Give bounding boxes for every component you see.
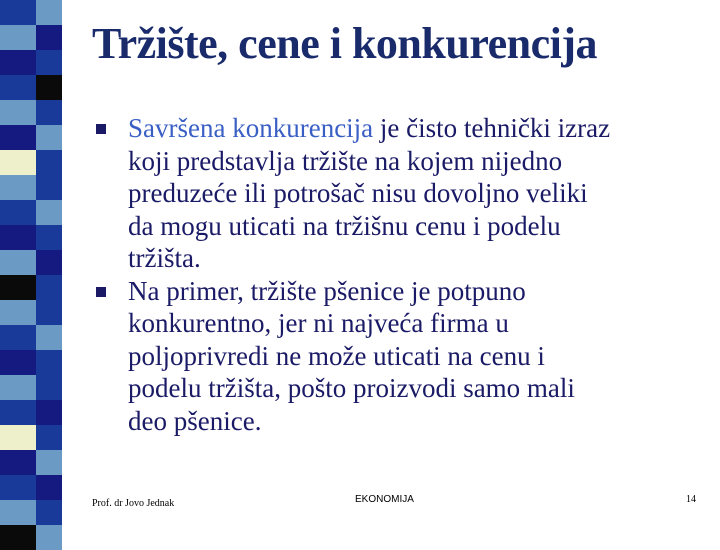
stripe-block: [0, 25, 36, 50]
square-bullet-icon: [96, 124, 106, 134]
stripe-block: [36, 300, 62, 325]
decorative-stripe: [0, 0, 73, 540]
footer-author: Prof. dr Jovo Jednak: [92, 498, 175, 509]
stripe-block: [0, 275, 36, 300]
square-bullet-icon: [96, 287, 106, 297]
stripe-block: [36, 275, 62, 300]
stripe-block: [0, 400, 36, 425]
stripe-block: [36, 225, 62, 250]
stripe-block: [36, 50, 62, 75]
stripe-block: [36, 325, 62, 350]
stripe-block: [0, 75, 36, 100]
stripe-block: [36, 125, 62, 150]
bullet-line: je čisto tehnički izraz: [373, 113, 611, 143]
stripe-block: [36, 400, 62, 425]
bullet-highlight: Savršena konkurencija: [128, 113, 374, 143]
stripe-block: [0, 325, 36, 350]
stripe-block: [36, 175, 62, 200]
bullet-line: konkurentno, jer ni najveća firma u: [128, 308, 509, 338]
stripe-block: [0, 450, 36, 475]
stripe-block: [36, 525, 62, 550]
bullet-line: poljoprivredi ne može uticati na cenu i: [128, 340, 545, 371]
stripe-block: [36, 375, 62, 400]
stripe-block: [0, 425, 36, 450]
stripe-block: [0, 100, 36, 125]
stripe-block: [36, 200, 62, 225]
stripe-block: [0, 175, 36, 200]
stripe-block: [36, 500, 62, 525]
bullet-line: preduzeće ili potrošač nisu dovoljno veliki: [128, 178, 588, 208]
stripe-block: [0, 200, 36, 225]
bullet-line: deo pšenice.: [128, 405, 262, 436]
stripe-block: [36, 150, 62, 175]
stripe-block: [36, 475, 62, 500]
stripe-block: [0, 375, 36, 400]
bullet-list: [92, 112, 692, 437]
stripe-block: [0, 50, 36, 75]
stripe-block: [0, 125, 36, 150]
slide-title: Tržište, cene i konkurencija: [92, 19, 597, 68]
stripe-block: [36, 350, 62, 375]
stripe-block: [0, 300, 36, 325]
bullet-line: tržišta.: [128, 243, 201, 273]
stripe-block: [0, 150, 36, 175]
stripe-block: [36, 450, 62, 475]
stripe-block: [0, 225, 36, 250]
bullet-line: da mogu uticati na tržišnu cenu i podelu: [128, 210, 561, 241]
stripe-block: [36, 250, 62, 275]
footer-course: EKONOMIJA: [355, 494, 414, 505]
bullet-item: [92, 275, 692, 438]
stripe-block: [0, 500, 36, 525]
stripe-block: [36, 425, 62, 450]
stripe-block: [0, 525, 36, 550]
bullet-line: Na primer, tržište pšenice je potpuno: [128, 275, 526, 306]
stripe-block: [0, 475, 36, 500]
stripe-block: [0, 350, 36, 375]
bullet-line: koji predstavlja tržište na kojem nijedno: [128, 145, 563, 176]
stripe-block: [36, 75, 62, 100]
stripe-block: [0, 250, 36, 275]
stripe-block: [0, 0, 36, 25]
page-number: 14: [686, 494, 696, 505]
stripe-block: [36, 0, 62, 25]
stripe-block: [36, 25, 62, 50]
bullet-item: [92, 112, 692, 275]
bullet-line: podelu tržišta, pošto proizvodi samo mali: [128, 373, 575, 403]
stripe-block: [36, 100, 62, 125]
